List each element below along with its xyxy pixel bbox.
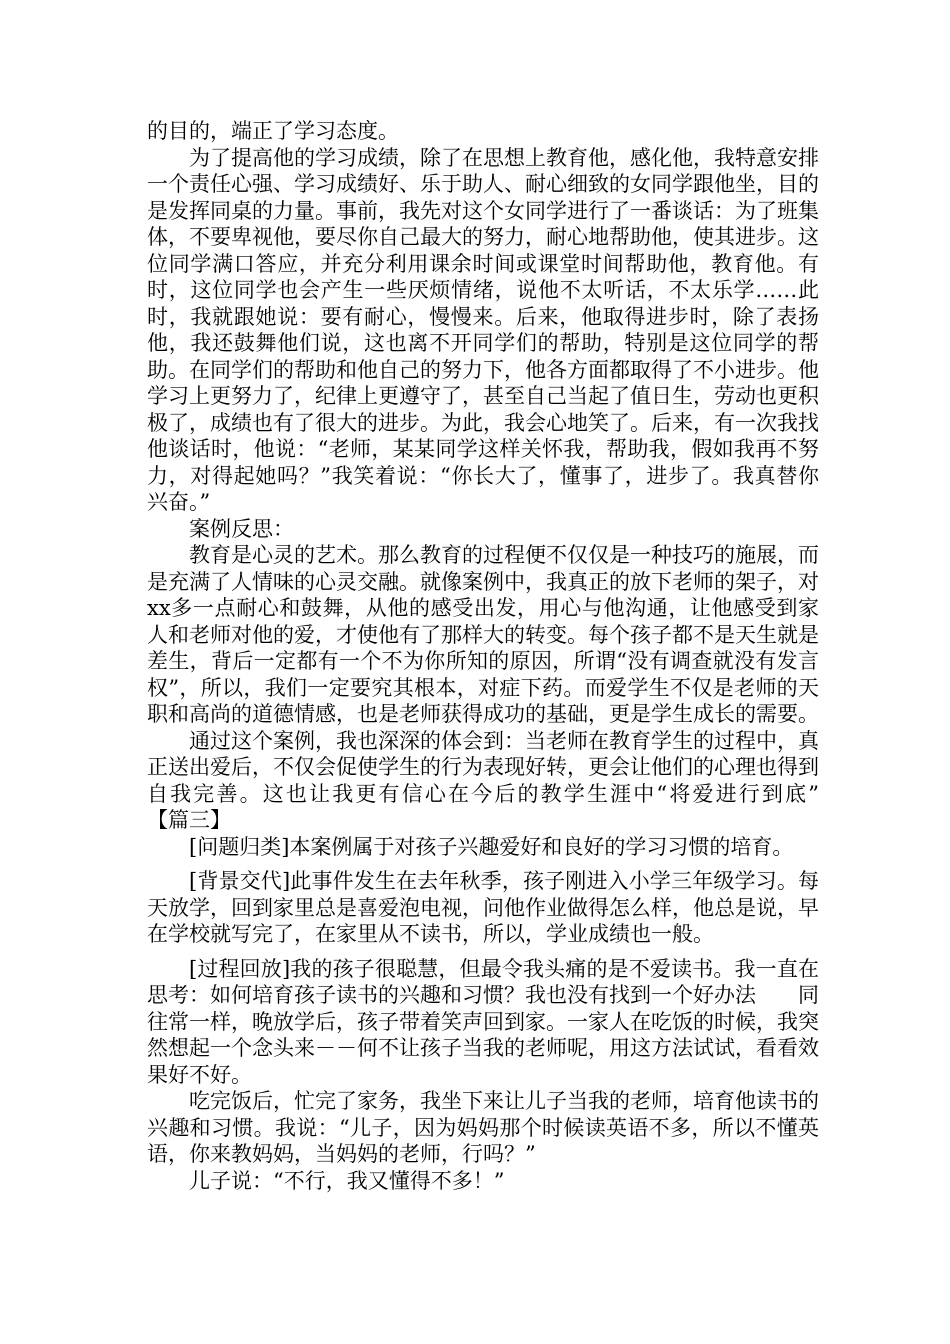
- paragraph-continuation: 的目的，端正了学习态度。: [147, 119, 399, 143]
- paragraph-after-dinner: 吃完饭后，忙完了家务，我坐下来让儿子当我的老师，培育他读书的兴趣和习惯。我说：“儿子，因为妈妈那个时候读英语不多，所以不懂英语，你来教妈妈，当妈妈的老师，行吗？”: [147, 1089, 819, 1166]
- document-page: [147, 118, 861, 1194]
- paragraph-problem-category: [问题归类]本案例属于对孩子兴趣爱好和良好的学习习惯的培育。: [189, 834, 794, 859]
- paragraph-classmate-help: 为了提高他的学习成绩，除了在思想上教育他，感化他，我特意安排一个责任心强、学习成绩好、乐于助人、耐心细致的女同学跟他坐，目的是发挥同桌的力量。事前，我先对这个女同学进行了一番谈话：为了班集体，不要卑视他，要尽你自己最大的努力，耐心地帮助他，使其进步。这位同学满口答应，并充分利用课余时间或课堂时间帮助他，教育他。有时，这位同学也会产生一些厌烦情绪，说他不太听话，不太乐学……此时，我就跟她说：要有耐心，慢慢来。后来，他取得进步时，除了表扬他，我还鼓舞他们说，这也离不开同学们的帮助，特别是这位同学的帮助。在同学们的帮助和他自己的努力下，他各方面都取得了不小进步。他学习上更努力了，纪律上更遵守了，甚至自己当起了值日生，劳动也更积极了，成绩也有了很大的进步。为此，我会心地笑了。后来，有一次我找他谈话时，他说：“老师，某某同学这样关怀我，帮助我，假如我再不努力，对得起她吗？”我笑着说：“你长大了，懂事了，进步了。我真替你兴奋。”: [147, 145, 819, 514]
- paragraph-process-review: [过程回放]我的孩子很聪慧，但最令我头痛的是不爱读书。我一直在思考：如何培育孩子读书的兴趣和习惯？我也没有找到一个好办法 同往常一样，晚放学后，孩子带着笑声回到家。一家人在吃饭的时候，我突然想起一个念头来－－何不让孩子当我的老师呢，用这方法试试，看看效果好不好。: [147, 956, 819, 1087]
- paragraph-conclusion: 通过这个案例，我也深深的体会到：当老师在教育学生的过程中，真正送出爱后，不仅会促使学生的行为表现好转，更会让他们的心理也得到自我完善。这也让我更有信心在今后的教学生涯中“将爱进行到底” 【篇三】: [147, 728, 861, 832]
- paragraph-background: [背景交代]此事件发生在去年秋季，孩子刚进入小学三年级学习。每天放学，回到家里总是喜爱泡电视，问他作业做得怎么样，他总是说，早在学校就写完了，在家里从不读书，所以，学业成绩也一般。: [147, 869, 819, 946]
- heading-case-reflection: 案例反思：: [189, 516, 294, 541]
- paragraph-son-reply: 儿子说：“不行，我又懂得不多！”: [189, 1168, 505, 1193]
- paragraph-reflection: 教育是心灵的艺术。那么教育的过程便不仅仅是一种技巧的施展，而是充满了人情味的心灵交融。就像案例中，我真正的放下老师的架子，对xx多一点耐心和鼓舞，从他的感受出发，用心与他沟通，让他感受到家人和老师对他的爱，才使他有了那样大的转变。每个孩子都不是天生就是差生，背后一定都有一个不为你所知的原因，所谓“没有调查就没有发言权”，所以，我们一定要究其根本，对症下药。而爱学生不仅是老师的天职和高尚的道德情感，也是老师获得成功的基础，更是学生成长的需要。: [147, 543, 819, 726]
